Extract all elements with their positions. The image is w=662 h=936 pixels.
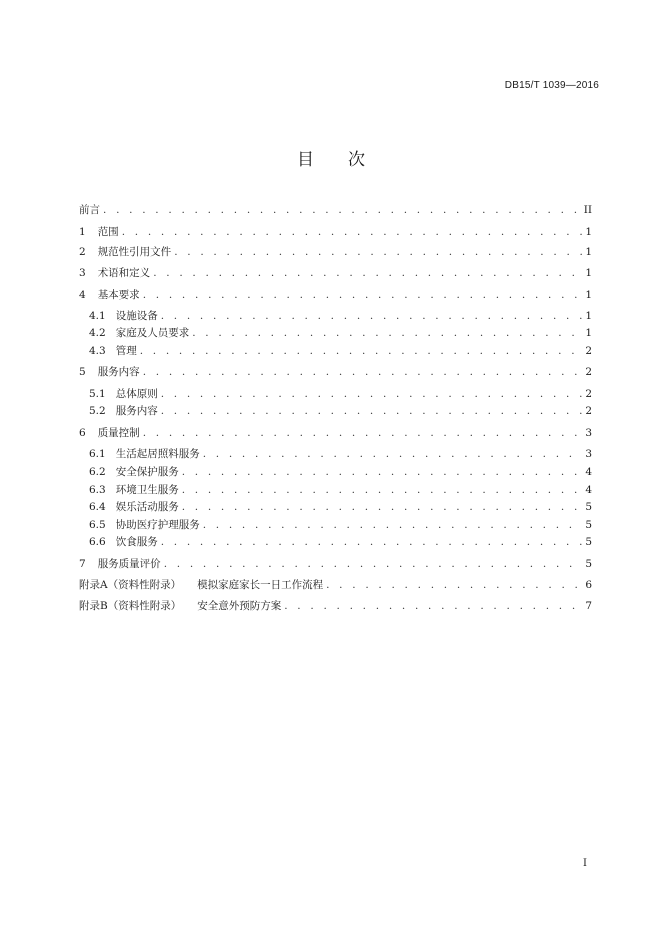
toc-entry-text: 质量控制 <box>97 427 140 439</box>
toc-entry-page: II <box>583 204 592 216</box>
toc-title <box>0 145 662 170</box>
toc-entry-page: 5 <box>585 536 592 548</box>
toc-entry[interactable] <box>79 556 592 570</box>
toc-entry-page: 5 <box>585 558 592 570</box>
toc-entry[interactable] <box>79 364 592 378</box>
toc-entry-page: 3 <box>585 427 592 439</box>
page-number: I <box>583 858 587 869</box>
toc-entry-label <box>89 482 179 497</box>
toc-entry-label <box>79 364 140 379</box>
toc-entry-page: 2 <box>585 366 592 378</box>
toc-entry-text: 基本要求 <box>97 289 140 301</box>
toc-entry-label <box>89 499 179 514</box>
toc-leader-dots <box>161 310 583 322</box>
toc-entry-text: 术语和定义 <box>97 267 151 279</box>
toc-entry[interactable] <box>89 403 592 417</box>
toc-entry-number: 5 <box>79 366 86 378</box>
toc-leader-dots <box>326 579 582 591</box>
toc-entry-label <box>79 224 119 239</box>
toc-entry-number: 3 <box>79 267 86 279</box>
toc-entry[interactable] <box>89 534 592 548</box>
toc-entry-label <box>89 386 158 401</box>
toc-entry[interactable] <box>89 464 592 478</box>
toc-entry-label <box>89 517 200 532</box>
toc-entry-number: 6.5 <box>89 519 106 531</box>
toc-entry-label <box>79 425 140 440</box>
toc-entry-number: 4.1 <box>89 310 106 322</box>
toc-leader-dots <box>153 267 582 279</box>
toc-entry-number: 6.1 <box>89 448 106 460</box>
toc-entry-label <box>79 287 140 302</box>
toc-leader-dots <box>182 501 583 513</box>
toc-entry[interactable] <box>79 287 592 301</box>
toc-entry-label <box>79 244 171 259</box>
toc-entry[interactable] <box>79 202 592 216</box>
toc-entry[interactable] <box>89 386 592 400</box>
toc-entry[interactable] <box>89 517 592 531</box>
toc-entry-number: 4.3 <box>89 345 106 357</box>
toc-title-part1: 目 <box>297 150 314 170</box>
toc-entry-page: 1 <box>585 327 592 339</box>
toc-leader-dots <box>161 388 583 400</box>
toc-entry[interactable] <box>79 598 592 612</box>
toc-entry-number: 附录A（资料性附录） <box>79 579 182 591</box>
toc-entry-number: 6 <box>79 427 86 439</box>
toc-entry-text: 管理 <box>115 345 137 357</box>
toc-entry-page: 2 <box>585 345 592 357</box>
toc-entry[interactable] <box>79 244 592 258</box>
toc-entry-text: 安全意外预防方案 <box>197 600 282 612</box>
toc-entry-label <box>89 403 158 418</box>
toc-entry-text: 生活起居照料服务 <box>115 448 200 460</box>
toc-entry-page: 6 <box>585 579 592 591</box>
toc-leader-dots <box>203 519 583 531</box>
toc-entry-number: 4.2 <box>89 327 106 339</box>
toc-entry-page: 1 <box>585 226 592 238</box>
toc-entry[interactable] <box>79 577 592 591</box>
toc-entry-number: 7 <box>79 558 86 570</box>
toc-entry-number: 2 <box>79 246 86 258</box>
toc-entry-text: 设施设备 <box>115 310 158 322</box>
toc-entry[interactable] <box>89 499 592 513</box>
toc-leader-dots <box>143 427 583 439</box>
toc-entry[interactable] <box>79 425 592 439</box>
toc-leader-dots <box>284 600 582 612</box>
toc-entry-page: 3 <box>585 448 592 460</box>
toc-entry-page: 1 <box>585 289 592 301</box>
toc-entry-number: 5.1 <box>89 388 106 400</box>
toc-entry-page: 4 <box>585 484 592 496</box>
toc-entry-number: 1 <box>79 226 86 238</box>
toc-entry-page: 2 <box>585 388 592 400</box>
toc-entry-text: 范围 <box>97 226 119 238</box>
toc-entry-number: 附录B（资料性附录） <box>79 600 182 612</box>
toc-entry-text: 环境卫生服务 <box>115 484 179 496</box>
toc-entry-label <box>79 265 150 280</box>
toc-leader-dots <box>174 246 582 258</box>
toc-leader-dots <box>164 558 583 570</box>
toc-entry-text: 饮食服务 <box>115 536 158 548</box>
toc-entry[interactable] <box>79 224 592 238</box>
toc-leader-dots <box>192 327 582 339</box>
toc-leader-dots <box>161 405 583 417</box>
toc-entry-number: 6.4 <box>89 501 106 513</box>
toc-entry-label <box>79 598 281 613</box>
toc-entry-text: 协助医疗护理服务 <box>115 519 200 531</box>
toc-title-part2: 次 <box>348 150 365 170</box>
toc-leader-dots <box>140 345 583 357</box>
toc-entry-label <box>79 577 323 592</box>
toc-leader-dots <box>103 204 581 216</box>
toc-leader-dots <box>161 536 583 548</box>
toc-entry-text: 家庭及人员要求 <box>115 327 190 339</box>
document-code: DB15/T 1039—2016 <box>504 80 599 91</box>
toc-leader-dots <box>182 466 583 478</box>
toc-entry-label <box>89 325 189 340</box>
toc-entry-number: 5.2 <box>89 405 106 417</box>
toc-entry-label <box>89 534 158 549</box>
toc-entry[interactable] <box>89 343 592 357</box>
toc-entry-page: 1 <box>585 246 592 258</box>
toc-entry-page: 5 <box>585 519 592 531</box>
toc-entry-label <box>89 446 200 461</box>
toc-entry[interactable] <box>89 308 592 322</box>
toc-entry-text: 安全保护服务 <box>115 466 179 478</box>
toc-entry-text: 规范性引用文件 <box>97 246 172 258</box>
toc-leader-dots <box>143 366 583 378</box>
toc-entry-number: 6.3 <box>89 484 106 496</box>
toc-leader-dots <box>122 226 583 238</box>
toc-entry-page: 5 <box>585 501 592 513</box>
toc-entry-text: 服务内容 <box>97 366 140 378</box>
toc-entry-label <box>89 464 179 479</box>
toc-entry-page: 1 <box>585 267 592 279</box>
toc-entry-number: 6.6 <box>89 536 106 548</box>
toc-entry-text: 娱乐活动服务 <box>115 501 179 513</box>
toc-entry-page: 1 <box>585 310 592 322</box>
toc-entry-page: 4 <box>585 466 592 478</box>
toc-entry-label <box>89 343 137 358</box>
toc-entry-page: 7 <box>585 600 592 612</box>
toc-entry-label <box>79 556 161 571</box>
toc-entry-label <box>89 308 158 323</box>
toc-entry[interactable] <box>89 325 592 339</box>
toc-entry-number: 6.2 <box>89 466 106 478</box>
toc-leader-dots <box>143 289 583 301</box>
toc-entry-text: 总体原则 <box>115 388 158 400</box>
toc-entry-text: 服务内容 <box>115 405 158 417</box>
toc-leader-dots <box>203 448 583 460</box>
toc-entry-text: 前言 <box>79 204 100 216</box>
toc-leader-dots <box>182 484 583 496</box>
toc-entry[interactable] <box>89 482 592 496</box>
toc-entry[interactable] <box>79 265 592 279</box>
toc-entry-number: 4 <box>79 289 86 301</box>
toc-entry-page: 2 <box>585 405 592 417</box>
toc-entry[interactable] <box>89 446 592 460</box>
toc-entry-label <box>79 202 100 217</box>
toc-entry-text: 服务质量评价 <box>97 558 161 570</box>
toc-entry-text: 模拟家庭家长一日工作流程 <box>197 579 324 591</box>
